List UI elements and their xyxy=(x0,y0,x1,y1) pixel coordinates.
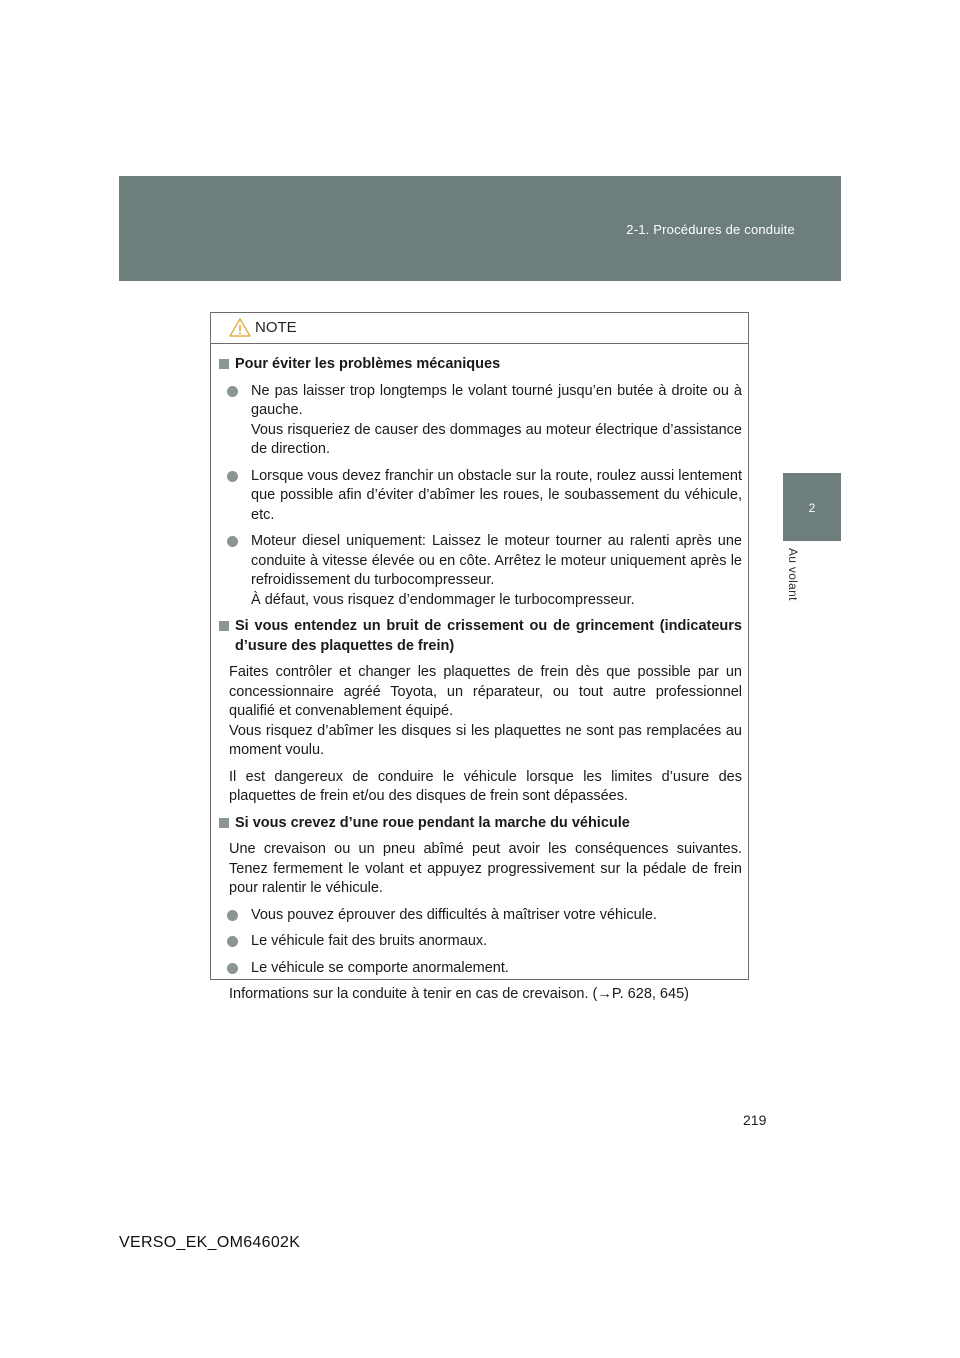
square-bullet-icon xyxy=(219,818,229,828)
list-item: Ne pas laisser trop longtemps le volant tourné jusqu’en butée à droite ou à gauche. Vous risqueriez de causer des dommages au moteur électrique d’assistance de direction. xyxy=(227,382,742,460)
list-item: Le véhicule fait des bruits anormaux. xyxy=(227,932,742,952)
circle-bullet-icon xyxy=(227,471,238,482)
chapter-tab xyxy=(783,473,841,541)
square-bullet-icon xyxy=(219,621,229,631)
section-heading: Si vous entendez un bruit de crissement ou de grincement (indicateurs d’usure des plaquettes de frein) xyxy=(219,617,742,656)
page-number: 219 xyxy=(743,1112,767,1128)
circle-bullet-icon xyxy=(227,910,238,921)
list-item: Lorsque vous devez franchir un obstacle sur la route, roulez aussi lentement que possible afin d’éviter d’abîmer les roues, le soubassement du véhicule, etc. xyxy=(227,467,742,526)
list-item: Moteur diesel uniquement: Laissez le moteur tourner au ralenti après une conduite à vitesse élevée ou en côte. Arrêtez le moteur uniquement après le refroidissement du turbocompresseur. À défaut, vous risquez d’endommager le turbocompresseur. xyxy=(227,532,742,610)
section-heading: Pour éviter les problèmes mécaniques xyxy=(219,355,742,375)
circle-bullet-icon xyxy=(227,536,238,547)
square-bullet-icon xyxy=(219,359,229,369)
header-bar xyxy=(119,176,841,281)
circle-bullet-icon xyxy=(227,963,238,974)
list-item: Le véhicule se comporte anormalement. xyxy=(227,959,742,979)
note-header xyxy=(211,313,748,344)
note-title: NOTE xyxy=(255,319,297,336)
paragraph: Faites contrôler et changer les plaquettes de frein dès que possible par un concessionnaire agréé Toyota, un réparateur, ou tout autre professionnel qualifié et convenablement équipé. Vous risquez d’abîmer les disques si les plaquettes ne sont pas remplacées au moment voulu. xyxy=(229,664,742,758)
circle-bullet-icon xyxy=(227,386,238,397)
chapter-number: 2 xyxy=(808,501,816,515)
note-box xyxy=(210,312,749,1002)
list-item: Vous pouvez éprouver des difficultés à maîtriser votre véhicule. xyxy=(227,906,742,926)
section-title: 2-1. Procédures de conduite xyxy=(626,222,795,237)
cross-reference: Informations sur la conduite à tenir en cas de crevaison. (→P. 628, 645) xyxy=(229,986,689,1002)
document-code: VERSO_EK_OM64602K xyxy=(119,1234,301,1251)
paragraph: Une crevaison ou un pneu abîmé peut avoir les conséquences suivantes. Tenez fermement le volant et appuyez progressivement sur la pédale de frein pour ralentir le véhicule. xyxy=(229,841,742,896)
circle-bullet-icon xyxy=(227,936,238,947)
note-body xyxy=(211,344,748,1005)
paragraph: Il est dangereux de conduire le véhicule lorsque les limites d’usure des plaquettes de frein et/ou des disques de frein sont dépassées. xyxy=(229,768,742,804)
warning-triangle-icon xyxy=(229,318,251,337)
section-heading: Si vous crevez d’une roue pendant la marche du véhicule xyxy=(219,814,742,834)
chapter-label: Au volant xyxy=(786,548,800,601)
